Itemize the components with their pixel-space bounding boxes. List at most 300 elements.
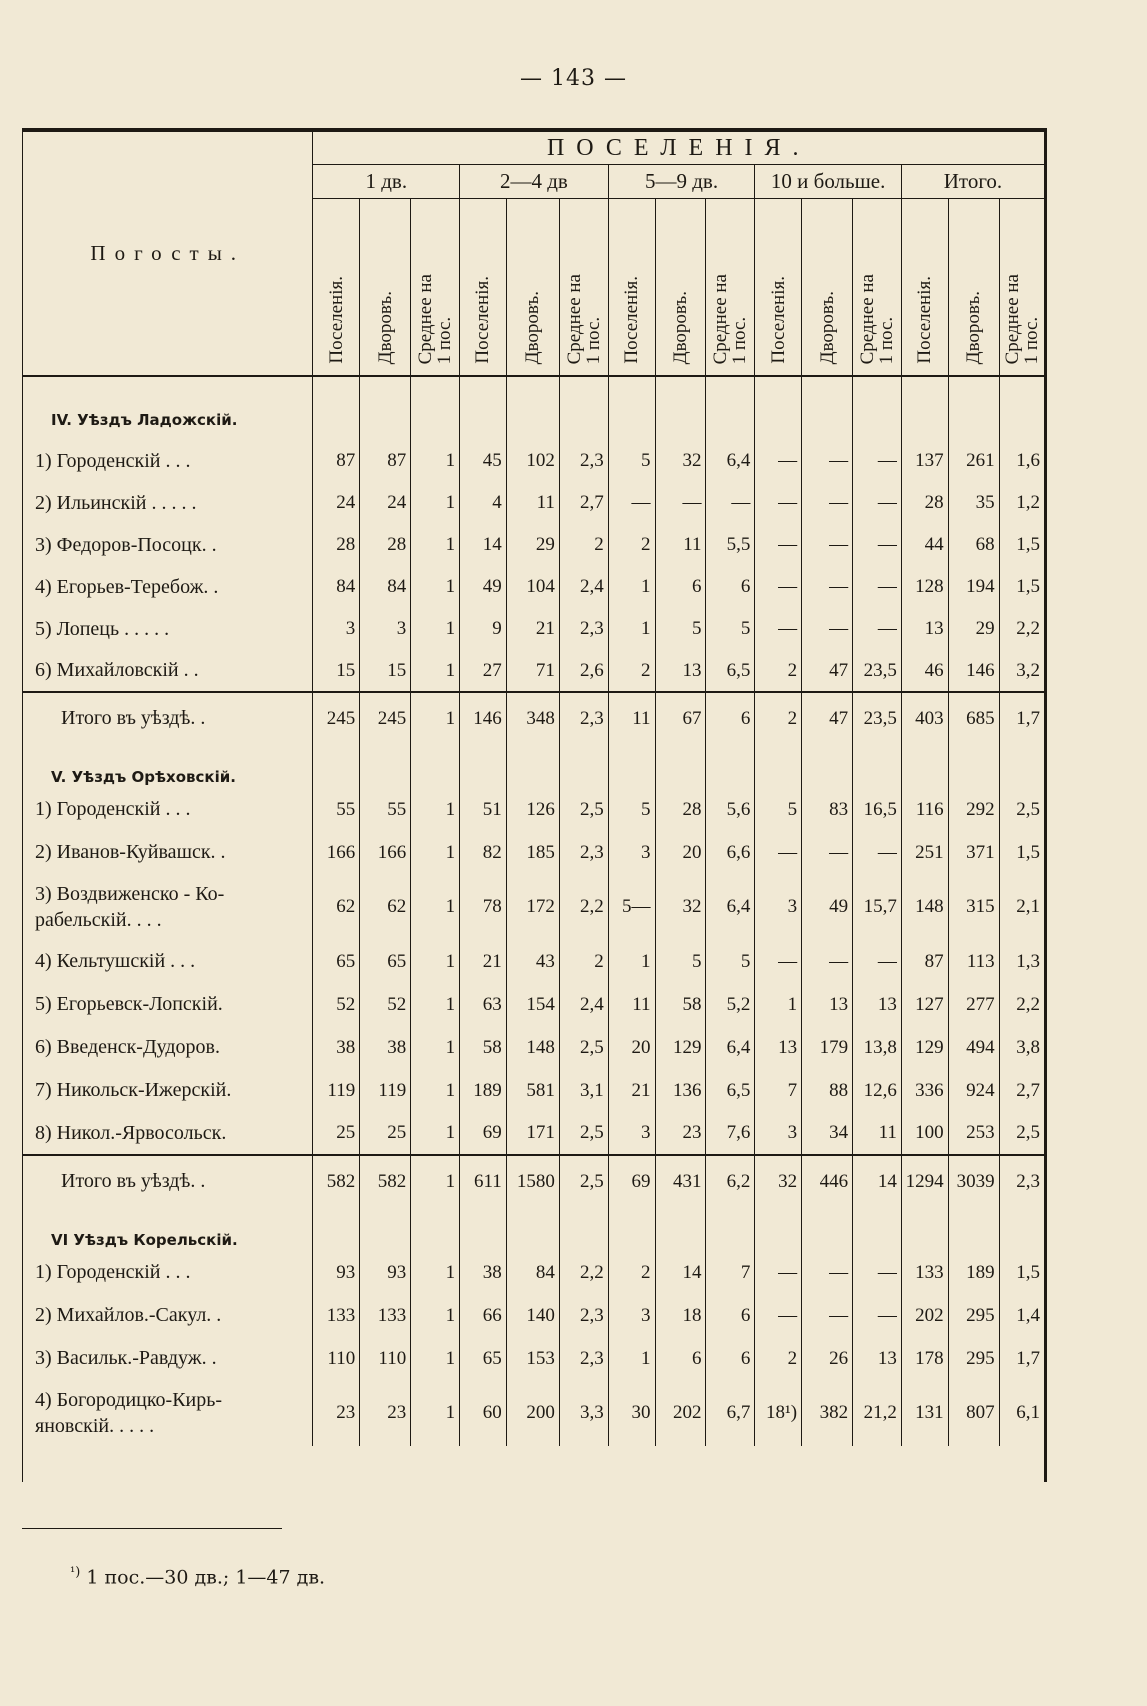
table-cell: 2,2 bbox=[999, 983, 1044, 1026]
table-cell: 2 bbox=[608, 524, 655, 566]
table-cell: 28 bbox=[360, 524, 411, 566]
table-cell: 2,3 bbox=[999, 1155, 1044, 1207]
table-cell: 277 bbox=[948, 983, 999, 1026]
row-label: 3) Воздвиженско - Ко- рабельскій. . . . bbox=[35, 883, 225, 931]
empty-cell bbox=[559, 1207, 608, 1251]
table-cell: 4 bbox=[460, 482, 507, 524]
table-cell: 7 bbox=[755, 1069, 802, 1112]
table-cell: 6 bbox=[706, 566, 755, 608]
table-cell: 65 bbox=[360, 940, 411, 983]
table-cell: 104 bbox=[506, 566, 559, 608]
table-cell: 3 bbox=[755, 1112, 802, 1155]
table-cell: 14 bbox=[460, 524, 507, 566]
table-row bbox=[23, 983, 1044, 1026]
column-header bbox=[506, 199, 559, 377]
table-cell: 23,5 bbox=[853, 692, 902, 744]
table-cell: 251 bbox=[901, 831, 948, 874]
table-cell: 32 bbox=[655, 874, 706, 940]
table-cell: 581 bbox=[506, 1069, 559, 1112]
table-cell: 29 bbox=[948, 608, 999, 650]
table-cell: 292 bbox=[948, 788, 999, 831]
column-header-label: Среднее на 1 пос. bbox=[1001, 273, 1042, 364]
table-cell: 924 bbox=[948, 1069, 999, 1112]
table-row bbox=[23, 1112, 1044, 1155]
column-header bbox=[901, 199, 948, 377]
row-label: 1) Городенскій . . . bbox=[35, 449, 191, 472]
table-cell: 1 bbox=[411, 692, 460, 744]
table-cell: 58 bbox=[655, 983, 706, 1026]
table-cell: 15,7 bbox=[853, 874, 902, 940]
empty-cell bbox=[948, 376, 999, 440]
table-cell: 336 bbox=[901, 1069, 948, 1112]
row-label: 3) Васильк.-Равдуж. . bbox=[35, 1347, 217, 1369]
empty-cell bbox=[901, 744, 948, 788]
table-cell: 28 bbox=[901, 482, 948, 524]
table-cell: 6,7 bbox=[706, 1380, 755, 1446]
settlements-table bbox=[22, 128, 1047, 1482]
table-cell: 348 bbox=[506, 692, 559, 744]
column-header-label: Среднее на 1 пос. bbox=[856, 273, 897, 364]
table-cell: — bbox=[853, 608, 902, 650]
table-cell: 2,7 bbox=[999, 1069, 1044, 1112]
table-cell: 6,4 bbox=[706, 1026, 755, 1069]
table-cell: 46 bbox=[901, 650, 948, 692]
table-cell: — bbox=[802, 524, 853, 566]
column-header-label: Дворовъ. bbox=[374, 290, 396, 364]
table-cell: 146 bbox=[948, 650, 999, 692]
table-cell: 24 bbox=[360, 482, 411, 524]
table-cell: — bbox=[802, 482, 853, 524]
row-label: 6) Введенск-Дудоров. bbox=[35, 1036, 220, 1058]
table-row bbox=[23, 440, 1044, 482]
table-row bbox=[23, 608, 1044, 650]
table-cell: 21,2 bbox=[853, 1380, 902, 1446]
table-cell: 51 bbox=[460, 788, 507, 831]
empty-cell bbox=[460, 744, 507, 788]
table-cell: 28 bbox=[655, 788, 706, 831]
table-cell: 1 bbox=[411, 1251, 460, 1294]
row-label: 2) Иванов-Куйвашск. . bbox=[35, 841, 226, 863]
table-cell: 2 bbox=[755, 1337, 802, 1380]
table-cell: 38 bbox=[313, 1026, 360, 1069]
empty-cell bbox=[755, 376, 802, 440]
table-cell: 1 bbox=[608, 1337, 655, 1380]
table-cell: 78 bbox=[460, 874, 507, 940]
table-cell: 172 bbox=[506, 874, 559, 940]
empty-cell bbox=[901, 376, 948, 440]
table-cell: — bbox=[853, 566, 902, 608]
section-title: IV. Уѣздъ Ладожскій. bbox=[51, 410, 238, 429]
table-cell: 3,1 bbox=[559, 1069, 608, 1112]
table-cell: 146 bbox=[460, 692, 507, 744]
empty-cell bbox=[706, 1207, 755, 1251]
column-header bbox=[853, 199, 902, 377]
table-cell: 110 bbox=[360, 1337, 411, 1380]
column-header-label: Поселенія. bbox=[472, 276, 494, 364]
table-row bbox=[23, 650, 1044, 692]
table-cell: — bbox=[802, 1294, 853, 1337]
empty-cell bbox=[411, 1207, 460, 1251]
table-cell: — bbox=[853, 1251, 902, 1294]
column-header bbox=[655, 199, 706, 377]
table-cell: 1,5 bbox=[999, 524, 1044, 566]
table-cell: 129 bbox=[655, 1026, 706, 1069]
table-cell: 62 bbox=[360, 874, 411, 940]
footnote bbox=[70, 1565, 325, 1588]
table-cell: 1,5 bbox=[999, 831, 1044, 874]
table-cell: — bbox=[802, 940, 853, 983]
column-header-label: Дворовъ. bbox=[963, 290, 985, 364]
table-cell: 133 bbox=[313, 1294, 360, 1337]
table-cell: 7 bbox=[706, 1251, 755, 1294]
subgroup-header: Итого. bbox=[901, 165, 1044, 199]
table-cell: 3 bbox=[608, 1294, 655, 1337]
table-cell: 15 bbox=[360, 650, 411, 692]
column-header-label: Дворовъ. bbox=[522, 290, 544, 364]
table-cell: 63 bbox=[460, 983, 507, 1026]
table-cell: 113 bbox=[948, 940, 999, 983]
empty-cell bbox=[655, 376, 706, 440]
table-cell: 2,5 bbox=[559, 1155, 608, 1207]
table-cell: 34 bbox=[802, 1112, 853, 1155]
empty-cell bbox=[948, 1207, 999, 1251]
table-cell: — bbox=[802, 566, 853, 608]
empty-cell bbox=[853, 376, 902, 440]
empty-cell bbox=[360, 1207, 411, 1251]
table-cell: 2,2 bbox=[999, 608, 1044, 650]
table-cell: 13 bbox=[901, 608, 948, 650]
table-cell: — bbox=[706, 482, 755, 524]
row-label: 4) Богородицко-Кирь- яновскій. . . . . bbox=[35, 1389, 223, 1437]
row-label: 4) Кельтушскій . . . bbox=[35, 950, 196, 972]
table-cell: 66 bbox=[460, 1294, 507, 1337]
table-cell: 1 bbox=[411, 1112, 460, 1155]
table-row bbox=[23, 1337, 1044, 1380]
table-cell: 1 bbox=[411, 1380, 460, 1446]
table-cell: 1 bbox=[411, 1026, 460, 1069]
table-cell: 2,1 bbox=[999, 874, 1044, 940]
table-cell: 1 bbox=[411, 482, 460, 524]
table-cell: 7,6 bbox=[706, 1112, 755, 1155]
table-cell: 2,4 bbox=[559, 566, 608, 608]
table-cell: 178 bbox=[901, 1337, 948, 1380]
table-cell: 1 bbox=[411, 1294, 460, 1337]
table-cell: 13 bbox=[755, 1026, 802, 1069]
table-cell: 3 bbox=[313, 608, 360, 650]
column-header bbox=[411, 199, 460, 377]
table-cell: 3039 bbox=[948, 1155, 999, 1207]
column-header bbox=[460, 199, 507, 377]
table-cell: 1 bbox=[411, 524, 460, 566]
table-cell: 47 bbox=[802, 692, 853, 744]
empty-cell bbox=[655, 744, 706, 788]
table-cell: — bbox=[853, 524, 902, 566]
table-cell: 6,5 bbox=[706, 1069, 755, 1112]
empty-cell bbox=[411, 744, 460, 788]
table-row bbox=[23, 831, 1044, 874]
table-cell: 2,7 bbox=[559, 482, 608, 524]
table-cell: 245 bbox=[313, 692, 360, 744]
table-cell: 2,5 bbox=[559, 1112, 608, 1155]
table-cell: 84 bbox=[313, 566, 360, 608]
table-cell: 21 bbox=[460, 940, 507, 983]
empty-cell bbox=[802, 376, 853, 440]
table-cell: 179 bbox=[802, 1026, 853, 1069]
row-label: 5) Лопець . . . . . bbox=[35, 617, 170, 640]
table-cell: 49 bbox=[460, 566, 507, 608]
table-cell: 582 bbox=[313, 1155, 360, 1207]
table-cell: 5,6 bbox=[706, 788, 755, 831]
table-cell: 83 bbox=[802, 788, 853, 831]
column-header-label: Поселенія. bbox=[325, 276, 347, 364]
table-cell: 171 bbox=[506, 1112, 559, 1155]
row-label: 2) Михайлов.-Сакул. . bbox=[35, 1304, 222, 1326]
table-cell: 446 bbox=[802, 1155, 853, 1207]
table-cell: 15 bbox=[313, 650, 360, 692]
table-cell: 32 bbox=[755, 1155, 802, 1207]
table-cell: 2,5 bbox=[559, 788, 608, 831]
table-cell: 1 bbox=[411, 983, 460, 1026]
table-cell: 45 bbox=[460, 440, 507, 482]
empty-cell bbox=[360, 744, 411, 788]
table-cell: 55 bbox=[313, 788, 360, 831]
table-row bbox=[23, 1069, 1044, 1112]
table-cell: 1 bbox=[411, 1069, 460, 1112]
table-cell: 23 bbox=[313, 1380, 360, 1446]
empty-cell bbox=[853, 1207, 902, 1251]
table-cell: 88 bbox=[802, 1069, 853, 1112]
table-cell: 611 bbox=[460, 1155, 507, 1207]
table-cell: 21 bbox=[608, 1069, 655, 1112]
table-cell: 11 bbox=[608, 692, 655, 744]
table-cell: 2 bbox=[559, 524, 608, 566]
table-cell: 29 bbox=[506, 524, 559, 566]
table-cell: 2,2 bbox=[559, 874, 608, 940]
subgroup-header: 1 дв. bbox=[313, 165, 460, 199]
table-cell: 60 bbox=[460, 1380, 507, 1446]
table-cell: 23,5 bbox=[853, 650, 902, 692]
table-cell: 2 bbox=[608, 1251, 655, 1294]
subgroup-header: 10 и больше. bbox=[755, 165, 902, 199]
table-cell: 14 bbox=[655, 1251, 706, 1294]
table-cell: 5— bbox=[608, 874, 655, 940]
table-cell: — bbox=[853, 1294, 902, 1337]
table-cell: 5,2 bbox=[706, 983, 755, 1026]
page-number: — 143 — bbox=[520, 66, 627, 91]
table-cell: 6 bbox=[655, 566, 706, 608]
table-cell: — bbox=[755, 608, 802, 650]
table-cell: — bbox=[755, 566, 802, 608]
table-cell: 13 bbox=[853, 983, 902, 1026]
table-cell: 1 bbox=[608, 940, 655, 983]
column-header-label: Поселенія. bbox=[621, 276, 643, 364]
table-row bbox=[23, 524, 1044, 566]
empty-cell bbox=[706, 744, 755, 788]
empty-cell bbox=[755, 1207, 802, 1251]
table-cell: 295 bbox=[948, 1294, 999, 1337]
table-cell: 49 bbox=[802, 874, 853, 940]
table-row bbox=[23, 1294, 1044, 1337]
table-cell: 1 bbox=[411, 608, 460, 650]
empty-cell bbox=[506, 1207, 559, 1251]
table-cell: 3 bbox=[608, 831, 655, 874]
table-cell: 1 bbox=[411, 788, 460, 831]
empty-cell bbox=[313, 1207, 360, 1251]
table-cell: 2,5 bbox=[999, 1112, 1044, 1155]
table-cell: 2,4 bbox=[559, 983, 608, 1026]
table-cell: 1 bbox=[411, 831, 460, 874]
table-cell: 3 bbox=[360, 608, 411, 650]
table-cell: 32 bbox=[655, 440, 706, 482]
column-header-label: Среднее на 1 пос. bbox=[415, 273, 456, 364]
table-cell: 26 bbox=[802, 1337, 853, 1380]
table-cell: 11 bbox=[853, 1112, 902, 1155]
table-cell: 202 bbox=[655, 1380, 706, 1446]
table-cell: 136 bbox=[655, 1069, 706, 1112]
table-cell: 2 bbox=[755, 692, 802, 744]
table-cell: 3,3 bbox=[559, 1380, 608, 1446]
table-cell: 202 bbox=[901, 1294, 948, 1337]
table-row bbox=[23, 874, 1044, 940]
table-cell: 28 bbox=[313, 524, 360, 566]
table-cell: 6 bbox=[706, 692, 755, 744]
table-cell: 5,5 bbox=[706, 524, 755, 566]
group-header: ПОСЕЛЕНІЯ. bbox=[313, 132, 1044, 165]
table-cell: 3 bbox=[755, 874, 802, 940]
empty-cell bbox=[999, 1207, 1044, 1251]
table-cell: 185 bbox=[506, 831, 559, 874]
table-cell: 2,3 bbox=[559, 608, 608, 650]
table-cell: 82 bbox=[460, 831, 507, 874]
table-cell: 87 bbox=[901, 940, 948, 983]
table-cell: — bbox=[755, 831, 802, 874]
table-row bbox=[23, 1380, 1044, 1446]
table-cell: 2 bbox=[755, 650, 802, 692]
table-cell: 62 bbox=[313, 874, 360, 940]
column-header-label: Поселенія. bbox=[767, 276, 789, 364]
empty-cell bbox=[313, 376, 360, 440]
column-header bbox=[559, 199, 608, 377]
table-cell: 35 bbox=[948, 482, 999, 524]
empty-cell bbox=[999, 744, 1044, 788]
table-cell: 11 bbox=[655, 524, 706, 566]
table-cell: 5 bbox=[608, 440, 655, 482]
table-cell: 25 bbox=[360, 1112, 411, 1155]
row-label: 8) Никол.-Ярвосольск. bbox=[35, 1121, 227, 1144]
table-cell: 5 bbox=[655, 940, 706, 983]
table-cell: 23 bbox=[655, 1112, 706, 1155]
empty-cell bbox=[706, 376, 755, 440]
table-cell: 20 bbox=[655, 831, 706, 874]
footnote-mark: ¹) bbox=[70, 1565, 81, 1580]
column-header bbox=[755, 199, 802, 377]
table-cell: 1 bbox=[411, 940, 460, 983]
column-header-label: Дворовъ. bbox=[669, 290, 691, 364]
table-cell: 30 bbox=[608, 1380, 655, 1446]
table-cell: 133 bbox=[901, 1251, 948, 1294]
table-cell: 18 bbox=[655, 1294, 706, 1337]
table-cell: 261 bbox=[948, 440, 999, 482]
table-cell: 431 bbox=[655, 1155, 706, 1207]
column-header bbox=[999, 199, 1044, 377]
empty-cell bbox=[559, 376, 608, 440]
table-cell: 128 bbox=[901, 566, 948, 608]
table-cell: 1,2 bbox=[999, 482, 1044, 524]
empty-cell bbox=[460, 376, 507, 440]
table-cell: — bbox=[755, 440, 802, 482]
table-cell: 84 bbox=[360, 566, 411, 608]
column-header bbox=[706, 199, 755, 377]
footnote-rule bbox=[22, 1528, 282, 1529]
table-row bbox=[23, 566, 1044, 608]
section-row bbox=[23, 744, 1044, 788]
empty-cell bbox=[559, 744, 608, 788]
table-cell: 44 bbox=[901, 524, 948, 566]
row-label: 7) Никольск-Ижерскій. bbox=[35, 1079, 232, 1101]
subgroup-header: 5—9 дв. bbox=[608, 165, 755, 199]
table-cell: — bbox=[802, 440, 853, 482]
table-cell: 494 bbox=[948, 1026, 999, 1069]
table-cell: 6 bbox=[655, 1337, 706, 1380]
column-header bbox=[360, 199, 411, 377]
table-cell: 382 bbox=[802, 1380, 853, 1446]
table-cell: — bbox=[755, 524, 802, 566]
row-label: Итого въ уѣздѣ. . bbox=[23, 692, 313, 744]
column-header-label: Поселенія. bbox=[914, 276, 936, 364]
empty-cell bbox=[506, 744, 559, 788]
table-cell: 6,1 bbox=[999, 1380, 1044, 1446]
table-cell: 1,6 bbox=[999, 440, 1044, 482]
column-header-label: Среднее на 1 пос. bbox=[710, 273, 751, 364]
footnote-text: 1 пос.—30 дв.; 1—47 дв. bbox=[80, 1566, 326, 1589]
table-cell: 20 bbox=[608, 1026, 655, 1069]
table-cell: 11 bbox=[608, 983, 655, 1026]
table-cell: 52 bbox=[313, 983, 360, 1026]
row-label: Итого въ уѣздѣ. . bbox=[23, 1155, 313, 1207]
row-label: 5) Егорьевск-Лопскій. bbox=[35, 993, 223, 1015]
table-cell: 2,3 bbox=[559, 1337, 608, 1380]
table-cell: — bbox=[853, 482, 902, 524]
table-cell: 100 bbox=[901, 1112, 948, 1155]
table-cell: 119 bbox=[313, 1069, 360, 1112]
empty-cell bbox=[802, 1207, 853, 1251]
table-cell: 87 bbox=[313, 440, 360, 482]
table-cell: 71 bbox=[506, 650, 559, 692]
table-cell: 5 bbox=[655, 608, 706, 650]
table-cell: 1,4 bbox=[999, 1294, 1044, 1337]
table-cell: — bbox=[853, 831, 902, 874]
table-cell: 12,6 bbox=[853, 1069, 902, 1112]
table-cell: — bbox=[608, 482, 655, 524]
table-cell: 807 bbox=[948, 1380, 999, 1446]
empty-cell bbox=[411, 376, 460, 440]
table-cell: — bbox=[802, 608, 853, 650]
total-row bbox=[23, 1155, 1044, 1207]
section-row bbox=[23, 376, 1044, 440]
table-row bbox=[23, 1251, 1044, 1294]
empty-cell bbox=[948, 744, 999, 788]
table-cell: 1 bbox=[411, 874, 460, 940]
table-cell: 84 bbox=[506, 1251, 559, 1294]
empty-cell bbox=[802, 744, 853, 788]
section-title: V. Уѣздъ Орѣховскій. bbox=[51, 768, 236, 786]
table-cell: 9 bbox=[460, 608, 507, 650]
table-row bbox=[23, 788, 1044, 831]
table-cell: 3,2 bbox=[999, 650, 1044, 692]
table-cell: 93 bbox=[313, 1251, 360, 1294]
table-cell: 5 bbox=[755, 788, 802, 831]
table-cell: 1 bbox=[411, 566, 460, 608]
